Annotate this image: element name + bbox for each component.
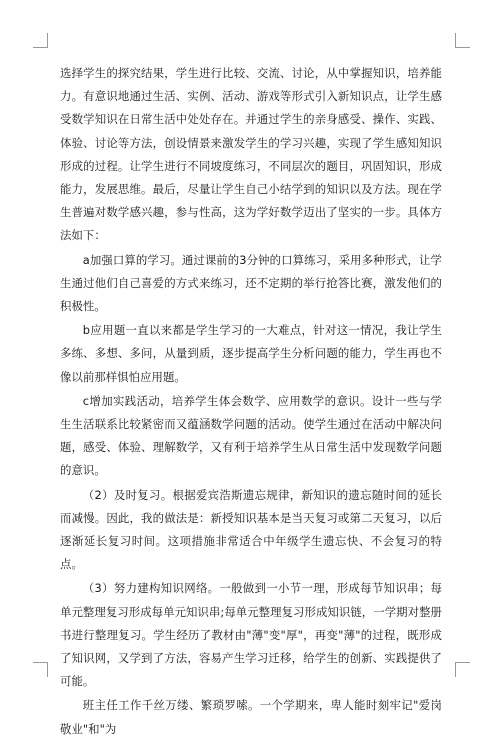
paragraph-intro: 选择学生的探究结果，学生进行比较、交流、讨论，从中掌握知识，培养能力。有意识地通过生活、实例、活动、游戏等形式引入新知识点，让学生感受数学知识在日常生活中处处存在。并通过学生的亲身感受、操作、实践、体验、讨论等方法，创设情景来激发学生的学习兴趣，实现了学生感知知识形成的过程。让学生进行不同坡度练习，不同层次的题目，巩固知识，形成能力，发展思维。最后，尽量让学生自己小结学到的知识以及方法。现在学生普遍对数学感兴趣，参与性高，这为学好数学迈出了坚实的一步。具体方法如下： <box>60 66 442 243</box>
crop-mark-top-left <box>33 33 48 48</box>
crop-mark-bottom-right <box>455 662 470 677</box>
crop-mark-bottom-left <box>33 662 48 677</box>
paragraph-b: b应用题一直以来都是学生学习的一大难点，针对这一情况，我让学生多练、多想、多问，从量到质，逐步提高学生分析问题的能力，学生再也不像以前那样惧怕应用题。 <box>60 323 442 384</box>
paragraph-c: c增加实践活动，培养学生体会数学、应用数学的意识。设计一些与学生生活联系比较紧密而又蕴涵数学问题的活动。使学生通过在活动中解决问题，感受、体验、理解数学，又有利于培养学生从日常生活中发现数学问题的意识。 <box>60 393 442 478</box>
paragraph-review: （2）及时复习。根据爱宾浩斯遗忘规律，新知识的遗忘随时间的延长而减慢。因此，我的做法是：新授知识基本是当天复习或第二天复习，以后逐渐延长复习时间。这项措施非常适合中年级学生遗忘快、不会复习的特点。 <box>60 487 442 572</box>
crop-mark-top-right <box>455 33 470 48</box>
paragraph-knowledge-network: （3）努力建构知识网络。一般做到一小节一理，形成每节知识串；每单元整理复习形成每单元知识串;每单元整理复习形成知识链，一学期对整册书进行整理复习。学生经历了教材由"薄"变"厚"，再变"薄"的过程，既形成了知识网，又学到了方法，容易产生学习迁移，给学生的创新、实践提供了可能。 <box>60 581 442 689</box>
document-body <box>60 62 442 741</box>
paragraph-a: a加强口算的学习。通过课前的3分钟的口算练习，采用多种形式，让学生通过他们自己喜爱的方式来练习，还不定期的举行抢答比赛，激发他们的积极性。 <box>60 252 442 314</box>
paragraph-class-teacher: 班主任工作千丝万缕、繁琐罗嗦。一个学期来，卑人能时刻牢记"爱岗敬业"和"为 <box>60 698 442 736</box>
